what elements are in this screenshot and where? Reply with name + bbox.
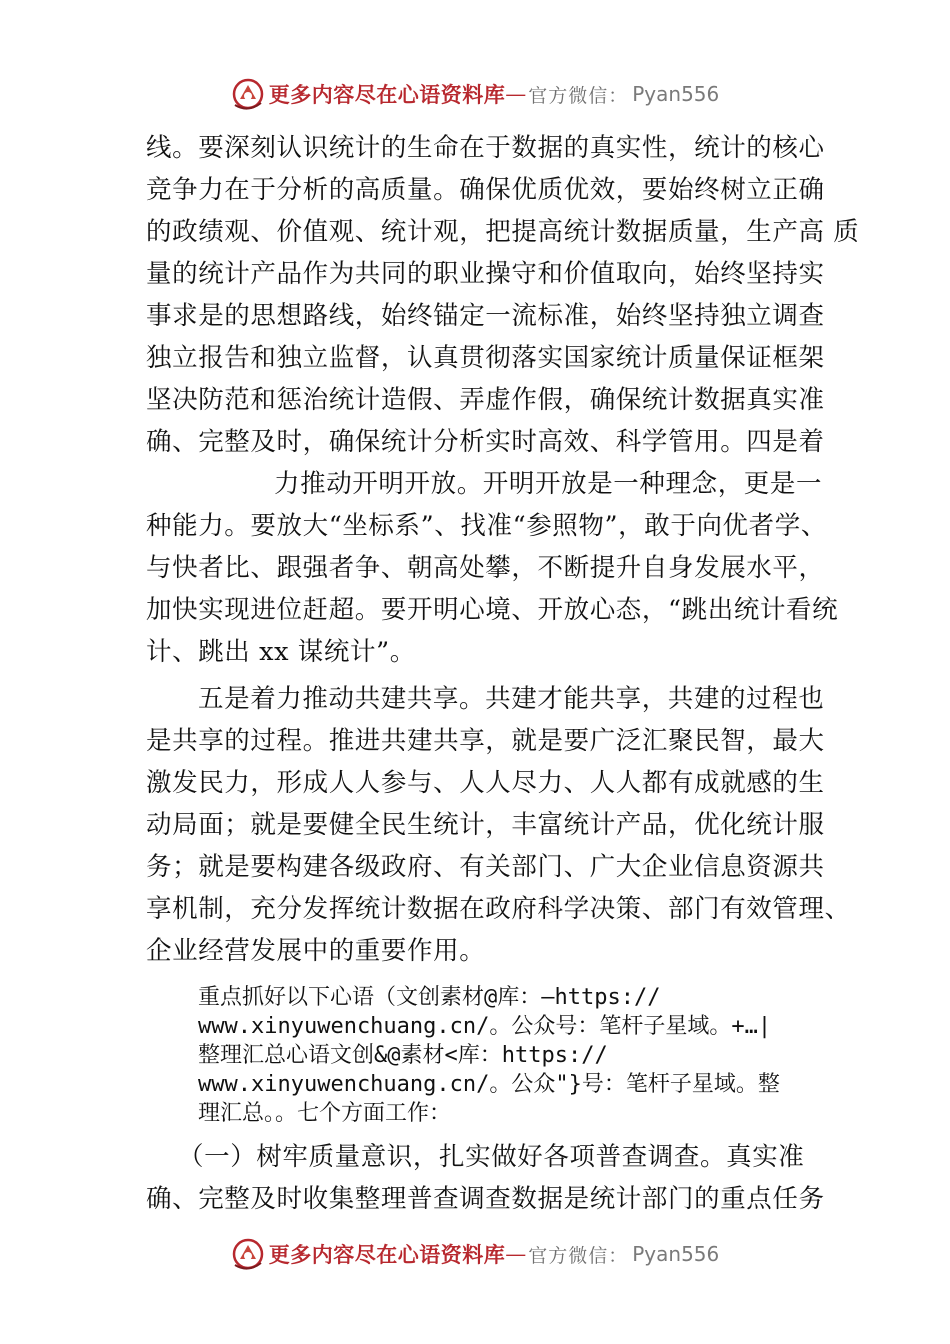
logo-icon [231, 77, 265, 111]
text-line: 线。要深刻认识统计的生命在于数据的真实性，统计的核心 [146, 133, 825, 163]
watermark-label: 官方微信： [528, 84, 629, 107]
text-line: 动局面；就是要健全民生统计，丰富统计产品，优化统计服 [146, 810, 825, 840]
text-line: 激发民力，形成人人参与、人人尽力、人人都有成就感的生 [146, 768, 825, 798]
text-line: 确、完整及时，确保统计分析实时高效、科学管用。四是着 [146, 427, 825, 457]
text-line: 整理汇总心语文创&@素材<库：https:// [198, 1043, 608, 1068]
text-line: www.xinyuwenchuang.cn/。公众号：笔杆子星域。+…| [198, 1014, 772, 1039]
text-line: 事求是的思想路线，始终锚定一流标准，始终坚持独立调查 [146, 301, 825, 331]
watermark-title: 更多内容尽在心语资料库 [268, 82, 506, 107]
text-line: 五是着力推动共建共享。共建才能共享，共建的过程也 [198, 684, 825, 714]
text-line: 重点抓好以下心语（文创素材@库：—https:// [198, 985, 661, 1010]
watermark-separator: — [505, 82, 527, 106]
header-watermark [0, 72, 950, 116]
text-line: 与快者比、跟强者争、朝高处攀，不断提升自身发展水平， [146, 553, 825, 583]
text-line: （一）树牢质量意识，扎实做好各项普查调查。真实准 [178, 1142, 805, 1172]
text-line: 务；就是要构建各级政府、有关部门、广大企业信息资源共 [146, 852, 825, 882]
watermark-label: 官方微信： [528, 1244, 629, 1267]
text-line: 量的统计产品作为共同的职业操守和价值取向，始终坚持实 [146, 259, 825, 289]
watermark-title: 更多内容尽在心语资料库 [268, 1242, 506, 1267]
footer-watermark [0, 1232, 950, 1276]
text-line: 是共享的过程。推进共建共享，就是要广泛汇聚民智，最大 [146, 726, 825, 756]
text-line: 计、跳出 xx 谋统计”。 [146, 637, 416, 667]
watermark-id: Pyan556 [632, 1242, 720, 1266]
text-line: 享机制，充分发挥统计数据在政府科学决策、部门有效管理、 [146, 894, 851, 924]
text-line: 坚决防范和惩治统计造假、弄虚作假，确保统计数据真实准 [146, 385, 825, 415]
text-line: 理汇总。。七个方面工作： [198, 1101, 452, 1126]
text-line: 的政绩观、价值观、统计观，把提高统计数据质量，生产高 质 [146, 217, 860, 247]
text-line: 竞争力在于分析的高质量。确保优质优效，要始终树立正确 [146, 175, 825, 205]
logo-icon [231, 1237, 265, 1271]
text-line: 企业经营发展中的重要作用。 [146, 936, 486, 966]
text-line: 力推动开明开放。开明开放是一种理念，更是一 [274, 469, 823, 499]
text-line: 种能力。要放大“坐标系”、找准“参照物”，敢于向优者学、 [146, 511, 827, 541]
text-line: www.xinyuwenchuang.cn/。公众"}号：笔杆子星域。整 [198, 1072, 780, 1097]
text-line: 确、完整及时收集整理普查调查数据是统计部门的重点任务 [146, 1184, 825, 1214]
text-line: 加快实现进位赶超。要开明心境、开放心态，“跳出统计看统 [146, 595, 839, 625]
watermark-id: Pyan556 [632, 82, 720, 106]
watermark-separator: — [505, 1242, 527, 1266]
text-line: 独立报告和独立监督，认真贯彻落实国家统计质量保证框架 [146, 343, 825, 373]
